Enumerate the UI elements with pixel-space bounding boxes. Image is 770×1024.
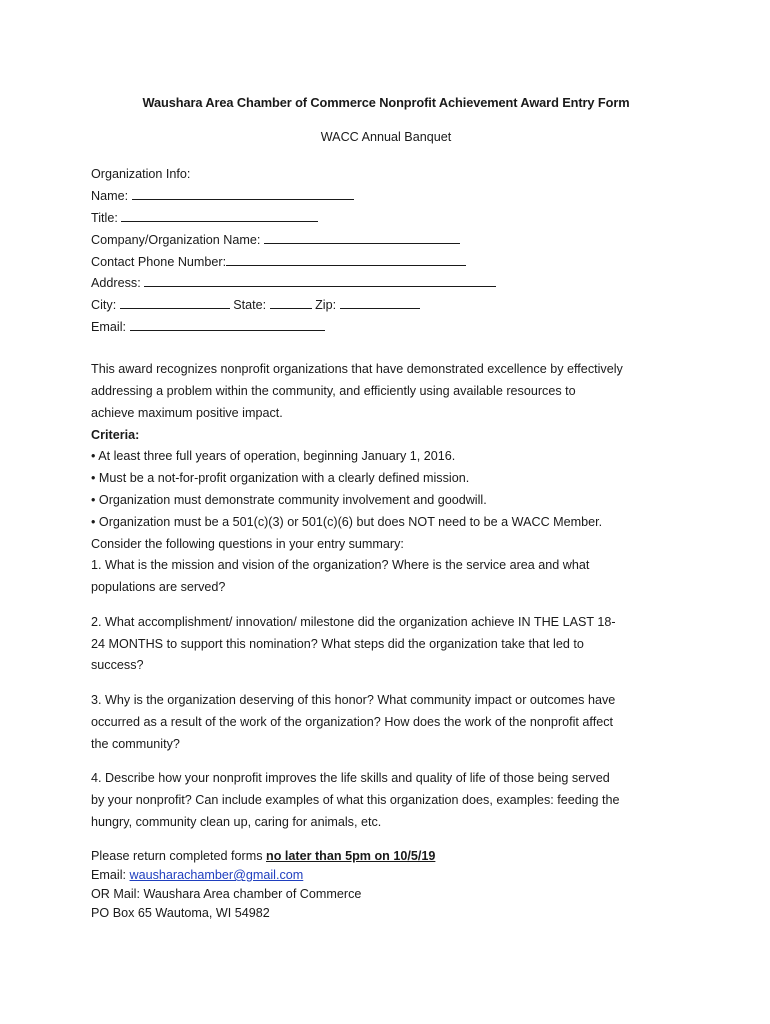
address-label: Address:: [91, 276, 141, 290]
question-3-line-2: occurred as a result of the work of the organization? How does the work of the nonprofit affect: [91, 715, 614, 729]
phone-label: Contact Phone Number:: [91, 255, 227, 269]
address-field[interactable]: [144, 274, 496, 287]
company-row: [91, 231, 460, 248]
question-2-line-2: 24 MONTHS to support this nomination? What steps did the organization take that led to: [91, 637, 584, 651]
question-3-line-1: 3. Why is the organization deserving of this honor? What community impact or outcomes have: [91, 693, 616, 707]
consider-text: Consider the following questions in your entry summary:: [91, 537, 404, 551]
email-contact-row: [91, 867, 303, 883]
question-4-line-1: 4. Describe how your nonprofit improves the life skills and quality of life of those being served: [91, 771, 610, 785]
mail-address-line: OR Mail: Waushara Area chamber of Commerce: [91, 887, 362, 901]
name-row: [91, 187, 354, 204]
phone-field[interactable]: [226, 253, 466, 266]
criteria-heading: Criteria:: [91, 428, 140, 442]
address-row: [91, 274, 496, 291]
question-4-line-3: hungry, community clean up, caring for animals, etc.: [91, 815, 382, 829]
question-2-line-1: 2. What accomplishment/ innovation/ milestone did the organization achieve IN THE LAST 18-: [91, 615, 616, 629]
email-label: Email:: [91, 320, 126, 334]
question-1-line-1: 1. What is the mission and vision of the organization? Where is the service area and what: [91, 558, 590, 572]
criteria-item: • Organization must demonstrate community involvement and goodwill.: [91, 493, 487, 507]
criteria-item: • At least three full years of operation, beginning January 1, 2016.: [91, 449, 456, 463]
zip-field[interactable]: [340, 296, 420, 309]
name-field[interactable]: [132, 187, 354, 200]
intro-line-2: addressing a problem within the community, and efficiently using available resources to: [91, 384, 576, 398]
city-label: City:: [91, 298, 117, 312]
question-4-line-2: by your nonprofit? Can include examples of what this organization does, examples: feeding the: [91, 793, 620, 807]
title-row: [91, 209, 318, 226]
intro-line-1: This award recognizes nonprofit organizations that have demonstrated excellence by effectively: [91, 362, 623, 376]
city-state-zip-row: [91, 296, 420, 313]
deadline-text: no later than 5pm on 10/5/19: [266, 849, 436, 863]
name-label: Name:: [91, 189, 129, 203]
email-field[interactable]: [130, 318, 325, 331]
state-label: State:: [233, 298, 267, 312]
form-subtitle: WACC Annual Banquet: [320, 130, 452, 144]
question-1-line-2: populations are served?: [91, 580, 226, 594]
email-contact-label: Email:: [91, 868, 130, 882]
return-instructions: [91, 848, 435, 864]
criteria-item: • Organization must be a 501(c)(3) or 501(c)(6) but does NOT need to be a WACC Member.: [91, 515, 603, 529]
title-label: Title:: [91, 211, 118, 225]
form-title: Waushara Area Chamber of Commerce Nonprofit Achievement Award Entry Form: [142, 95, 630, 110]
intro-line-3: achieve maximum positive impact.: [91, 406, 283, 420]
po-box-line: PO Box 65 Wautoma, WI 54982: [91, 906, 270, 920]
state-field[interactable]: [270, 296, 312, 309]
company-field[interactable]: [264, 231, 460, 244]
criteria-item: • Must be a not-for-profit organization with a clearly defined mission.: [91, 471, 470, 485]
email-link[interactable]: wausharachamber@gmail.com: [129, 868, 304, 882]
question-2-line-3: success?: [91, 658, 144, 672]
zip-label: Zip:: [315, 298, 337, 312]
city-field[interactable]: [120, 296, 230, 309]
title-field[interactable]: [121, 209, 318, 222]
phone-row: [91, 253, 466, 270]
question-3-line-3: the community?: [91, 737, 180, 751]
company-label: Company/Organization Name:: [91, 233, 261, 247]
org-info-heading: Organization Info:: [91, 167, 191, 181]
return-prefix: Please return completed forms: [91, 849, 266, 863]
email-row: [91, 318, 325, 335]
